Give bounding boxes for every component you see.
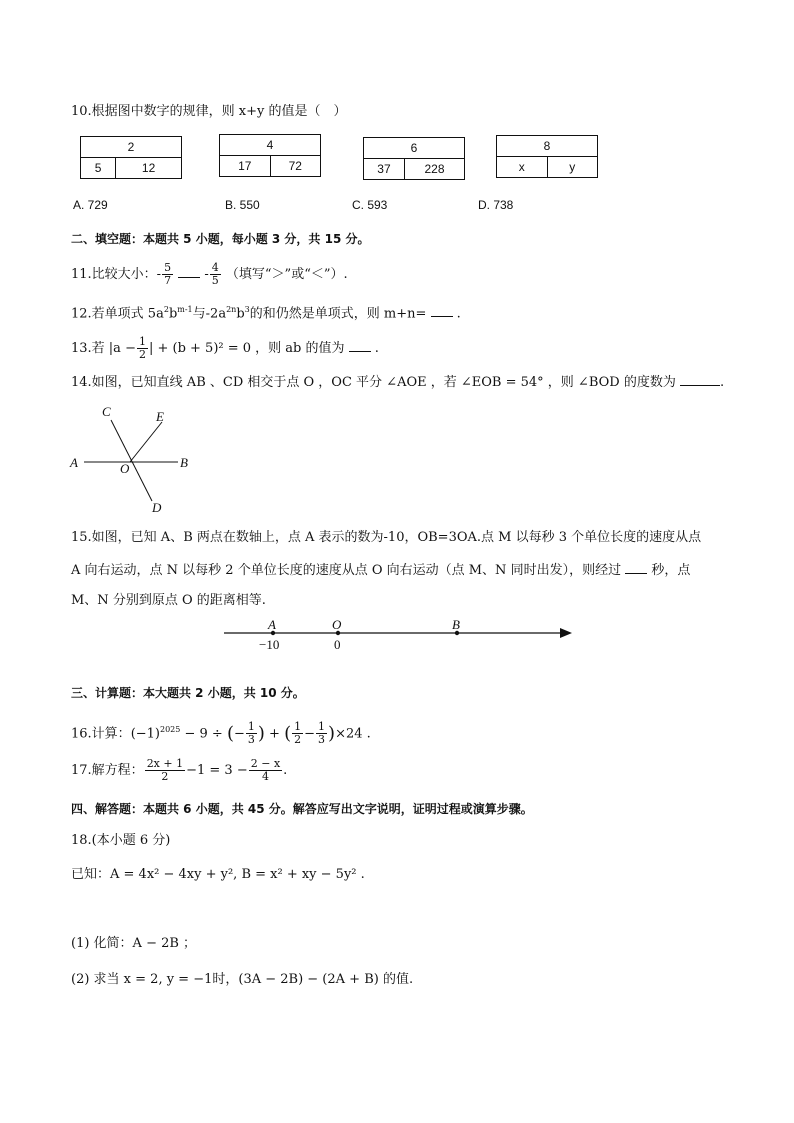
fraction-denominator: 2 xyxy=(161,770,169,783)
fraction-denominator: 5 xyxy=(211,274,219,287)
table-cell: x xyxy=(497,157,548,178)
q10-table-3 xyxy=(363,137,465,180)
q11-mid: - xyxy=(204,267,209,282)
q12-end: . xyxy=(456,306,461,322)
axis-arrow-icon xyxy=(560,628,572,638)
q14-stem xyxy=(71,373,724,392)
table-cell: 37 xyxy=(364,159,405,180)
q12-exponent: 2n xyxy=(226,305,237,314)
q12-exponent: 2 xyxy=(163,305,169,314)
table-cell: 228 xyxy=(404,159,464,180)
q17-mid: −1 = 3 − xyxy=(186,763,248,778)
axis-value-o: 0 xyxy=(334,637,341,652)
q12-text: b xyxy=(168,306,178,322)
label-c: C xyxy=(102,404,111,419)
label-a: A xyxy=(70,455,78,470)
fraction-denominator: 2 xyxy=(138,348,146,361)
q13 xyxy=(71,336,379,361)
q10-table-1 xyxy=(80,136,182,179)
q17-prefix: 17.解方程： xyxy=(71,763,144,778)
q10-table-4 xyxy=(496,135,598,178)
section-heading-answer: 四、解答题：本题共 6 小题，共 45 分。解答应写出文字说明，证明过程或演算步骤。 xyxy=(71,802,533,816)
q15-line-1: 15.如图，已知 A、B 两点在数轴上，点 A 表示的数为-10，OB=3OA.点 M 以每秒 3 个单位长度的速度从点 xyxy=(71,530,702,545)
q11-prefix: 11.比较大小：- xyxy=(71,267,162,282)
fraction-denominator: 3 xyxy=(318,733,326,747)
fraction-numerator: 1 xyxy=(318,720,326,734)
table-cell: 5 xyxy=(81,158,116,179)
q12 xyxy=(71,301,461,323)
fraction-denominator: 2 xyxy=(294,733,302,747)
q17-suffix: . xyxy=(283,763,288,778)
paren-open: ( xyxy=(284,722,292,744)
q12-exponent: m-1 xyxy=(177,305,193,314)
q14-end: . xyxy=(719,375,725,390)
q18-part-2: (2) 求当 x = 2, y = −1时，(3A − 2B) − (2A + B) 的值. xyxy=(71,972,414,987)
q14-answer-blank[interactable] xyxy=(680,373,720,386)
q11-suffix: （填写“＞”或“＜”）. xyxy=(225,267,348,282)
fraction-denominator: 7 xyxy=(164,274,172,287)
q13-fraction xyxy=(137,336,148,361)
q16-fraction-2 xyxy=(292,721,303,746)
q14-text: 14.如图，已知直线 AB 、CD 相交于点 O ，OC 平分 ∠AOE ，若 ∠EOB = 54° ，则 ∠BOD 的度数为 xyxy=(71,375,676,390)
q15-line-3: M、N 分别到原点 O 的距离相等. xyxy=(71,593,266,608)
q16-prefix: 16.计算： xyxy=(71,726,131,742)
label-o: O xyxy=(120,461,130,476)
q16-fraction-1 xyxy=(246,721,257,746)
q18-title: 18.(本小题 6 分) xyxy=(71,833,171,848)
q10-option-c[interactable]: C. 593 xyxy=(352,198,388,212)
table-cell: y xyxy=(547,157,598,178)
fraction-numerator: 2 − x xyxy=(250,757,281,770)
q16-expr: − 9 ÷ xyxy=(180,726,227,742)
q14-figure xyxy=(66,402,206,517)
q17 xyxy=(71,758,287,784)
section-heading-fill-in: 二、填空题：本题共 5 小题，每小题 3 分，共 15 分。 xyxy=(71,232,370,246)
q12-exponent: 3 xyxy=(244,305,250,314)
q12-text: b xyxy=(236,306,245,322)
label-b: B xyxy=(180,455,188,470)
q11-fraction-2 xyxy=(210,262,221,287)
q16-exponent: 2025 xyxy=(160,725,181,734)
q12-text: 与-2a xyxy=(192,306,227,322)
label-d: D xyxy=(152,500,162,515)
table-cell: 4 xyxy=(220,135,321,156)
axis-label-b: B xyxy=(452,617,460,632)
q17-fraction-2 xyxy=(249,758,282,783)
q18-part-1: (1) 化简：A − 2B ； xyxy=(71,936,197,951)
q15-number-line xyxy=(220,616,580,656)
table-cell: 2 xyxy=(81,137,182,158)
q17-fraction-1 xyxy=(145,758,185,783)
q16: 16.计算：$(-1)^{2025} - 9$ ÷ (− $\frac{1}{3}$ ) + ( $\frac{1}{2}$ − $\frac{1}{3}$ )×24 . xyxy=(71,720,371,747)
q10-option-a[interactable]: A. 729 xyxy=(73,198,108,212)
paren-open: ( xyxy=(226,722,234,744)
q16-fraction-3 xyxy=(316,721,327,746)
ray-oe xyxy=(130,422,162,462)
q10-table-2 xyxy=(219,134,321,177)
q15-answer-blank[interactable] xyxy=(625,561,647,574)
fraction-numerator: 1 xyxy=(294,720,302,734)
q13-prefix: 13.若 |a − xyxy=(71,341,136,356)
section-heading-calculation: 三、计算题：本大题共 2 小题，共 10 分。 xyxy=(71,686,305,700)
q13-answer-blank[interactable] xyxy=(349,339,371,352)
q12-answer-blank[interactable] xyxy=(431,304,453,317)
q10-option-b[interactable]: B. 550 xyxy=(225,198,260,212)
q18-given: 已知：A = 4x² − 4xy + y², B = x² + xy − 5y² . xyxy=(71,867,365,882)
fraction-numerator: 5 xyxy=(164,261,172,274)
axis-value-a: −10 xyxy=(259,637,280,652)
q13-end: . xyxy=(374,341,379,356)
label-e: E xyxy=(156,409,164,424)
q12-text: 12.若单项式 5a xyxy=(71,306,164,322)
paren-close: ) xyxy=(257,722,265,744)
paren-close: ) xyxy=(328,722,336,744)
table-cell: 72 xyxy=(270,156,321,177)
q12-text: 的和仍然是单项式，则 m+n= xyxy=(249,306,427,322)
axis-label-a: A xyxy=(268,617,276,632)
fraction-denominator: 3 xyxy=(247,733,255,747)
fraction-numerator: 1 xyxy=(247,720,255,734)
fraction-numerator: 2x + 1 xyxy=(146,757,184,770)
q10-stem: 10.根据图中数字的规律，则 x+y 的值是（ ） xyxy=(71,104,347,119)
fraction-numerator: 1 xyxy=(138,335,146,348)
q15-line-2 xyxy=(71,561,690,580)
q16-suffix: ×24 . xyxy=(335,726,371,742)
fraction-numerator: 4 xyxy=(211,261,219,274)
fraction-denominator: 4 xyxy=(261,770,269,783)
table-cell: 6 xyxy=(364,138,465,159)
q13-mid: | + (b + 5)² = 0 ，则 ab 的值为 xyxy=(148,341,345,356)
axis-label-o: O xyxy=(332,617,342,632)
table-cell: 8 xyxy=(497,136,598,157)
q11-fraction-1 xyxy=(162,262,173,287)
q10-option-d[interactable]: D. 738 xyxy=(478,198,514,212)
q16-expr: (−1) xyxy=(130,726,160,742)
q15-text: A 向右运动，点 N 以每秒 2 个单位长度的速度从点 O 向右运动（点 M、N 同时出发），则经过 xyxy=(71,563,622,578)
q15-text: 秒，点 xyxy=(651,563,691,578)
table-cell: 12 xyxy=(116,158,182,179)
q11 xyxy=(71,262,348,287)
table-cell: 17 xyxy=(220,156,271,177)
q11-answer-blank[interactable] xyxy=(178,265,200,278)
